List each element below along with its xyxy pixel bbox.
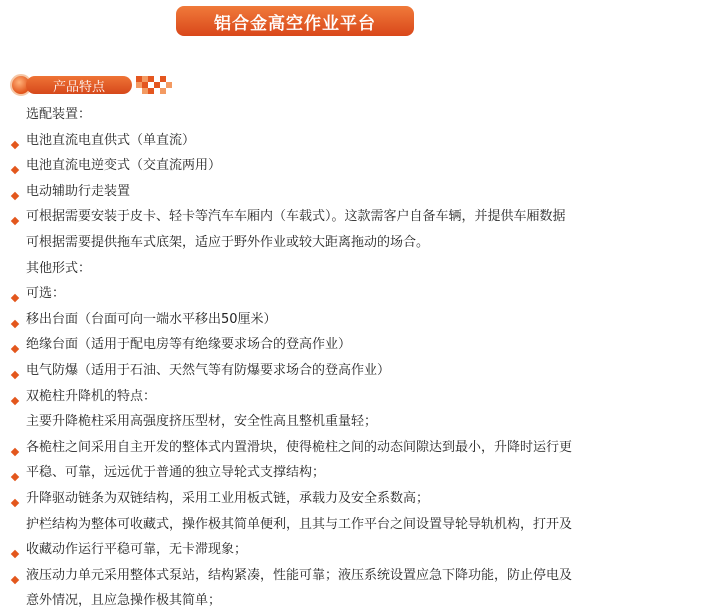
bullet-list-item: 收藏动作运行平稳可靠，无卡滞现象； — [10, 537, 715, 563]
bullet-list-item: 移出台面（台面可向一端水平移出50厘米） — [10, 307, 715, 333]
bullet-list-item: 电气防爆（适用于石油、天然气等有防爆要求场合的登高作业） — [10, 358, 715, 384]
bullet-list-item: 各桅柱之间采用自主开发的整体式内置滑块，使得桅柱之间的动态间隙达到最小，升降时运行更 — [10, 435, 715, 461]
bullet-list-item: 双桅柱升降机的特点： — [10, 384, 715, 410]
bullet-list-item: 液压动力单元采用整体式泵站，结构紧凑，性能可靠；液压系统设置应急下降功能，防止停电及 — [10, 563, 715, 589]
text-line: 可根据需要提供拖车式底架，适应于野外作业或较大距离拖动的场合。 — [26, 234, 430, 250]
text-line: 其他形式： — [26, 260, 92, 276]
bullet-list-item: 电动辅助行走装置 — [10, 179, 715, 205]
text-line: 意外情况，且应急操作极其简单； — [26, 593, 222, 609]
bullet-list-item: 可选： — [10, 281, 715, 307]
text-line: 主要升降桅柱采用高强度挤压型材，安全性高且整机重量轻； — [26, 414, 378, 430]
text-line: 选配装置： — [26, 107, 92, 122]
bullet-list-item: 升降驱动链条为双链结构，采用工业用板式链，承载力及安全系数高； — [10, 486, 715, 512]
checker-decoration-icon — [136, 76, 172, 94]
page-title: 铝合金高空作业平台 — [176, 6, 414, 36]
bullet-list-item: 可根据需要安装于皮卡、轻卡等汽车车厢内（车载式）。这款需客户自备车辆，并提供车厢数据 — [10, 204, 715, 230]
bullet-list-item: 电池直流电逆变式（交直流两用） — [10, 153, 715, 179]
bullet-list-item: 电池直流电直供式（单直流） — [10, 128, 715, 154]
section-header — [10, 73, 172, 97]
feature-list — [10, 102, 715, 614]
bullet-list-item: 平稳、可靠，远远优于普通的独立导轮式支撑结构； — [10, 460, 715, 486]
text-line: 护栏结构为整体可收藏式，操作极其简单便利，且其与工作平台之间设置导轮导轨机构，打开及 — [26, 516, 573, 532]
bullet-list-item: 绝缘台面（适用于配电房等有绝缘要求场合的登高作业） — [10, 332, 715, 358]
section-label: 产品特点 — [26, 76, 132, 94]
